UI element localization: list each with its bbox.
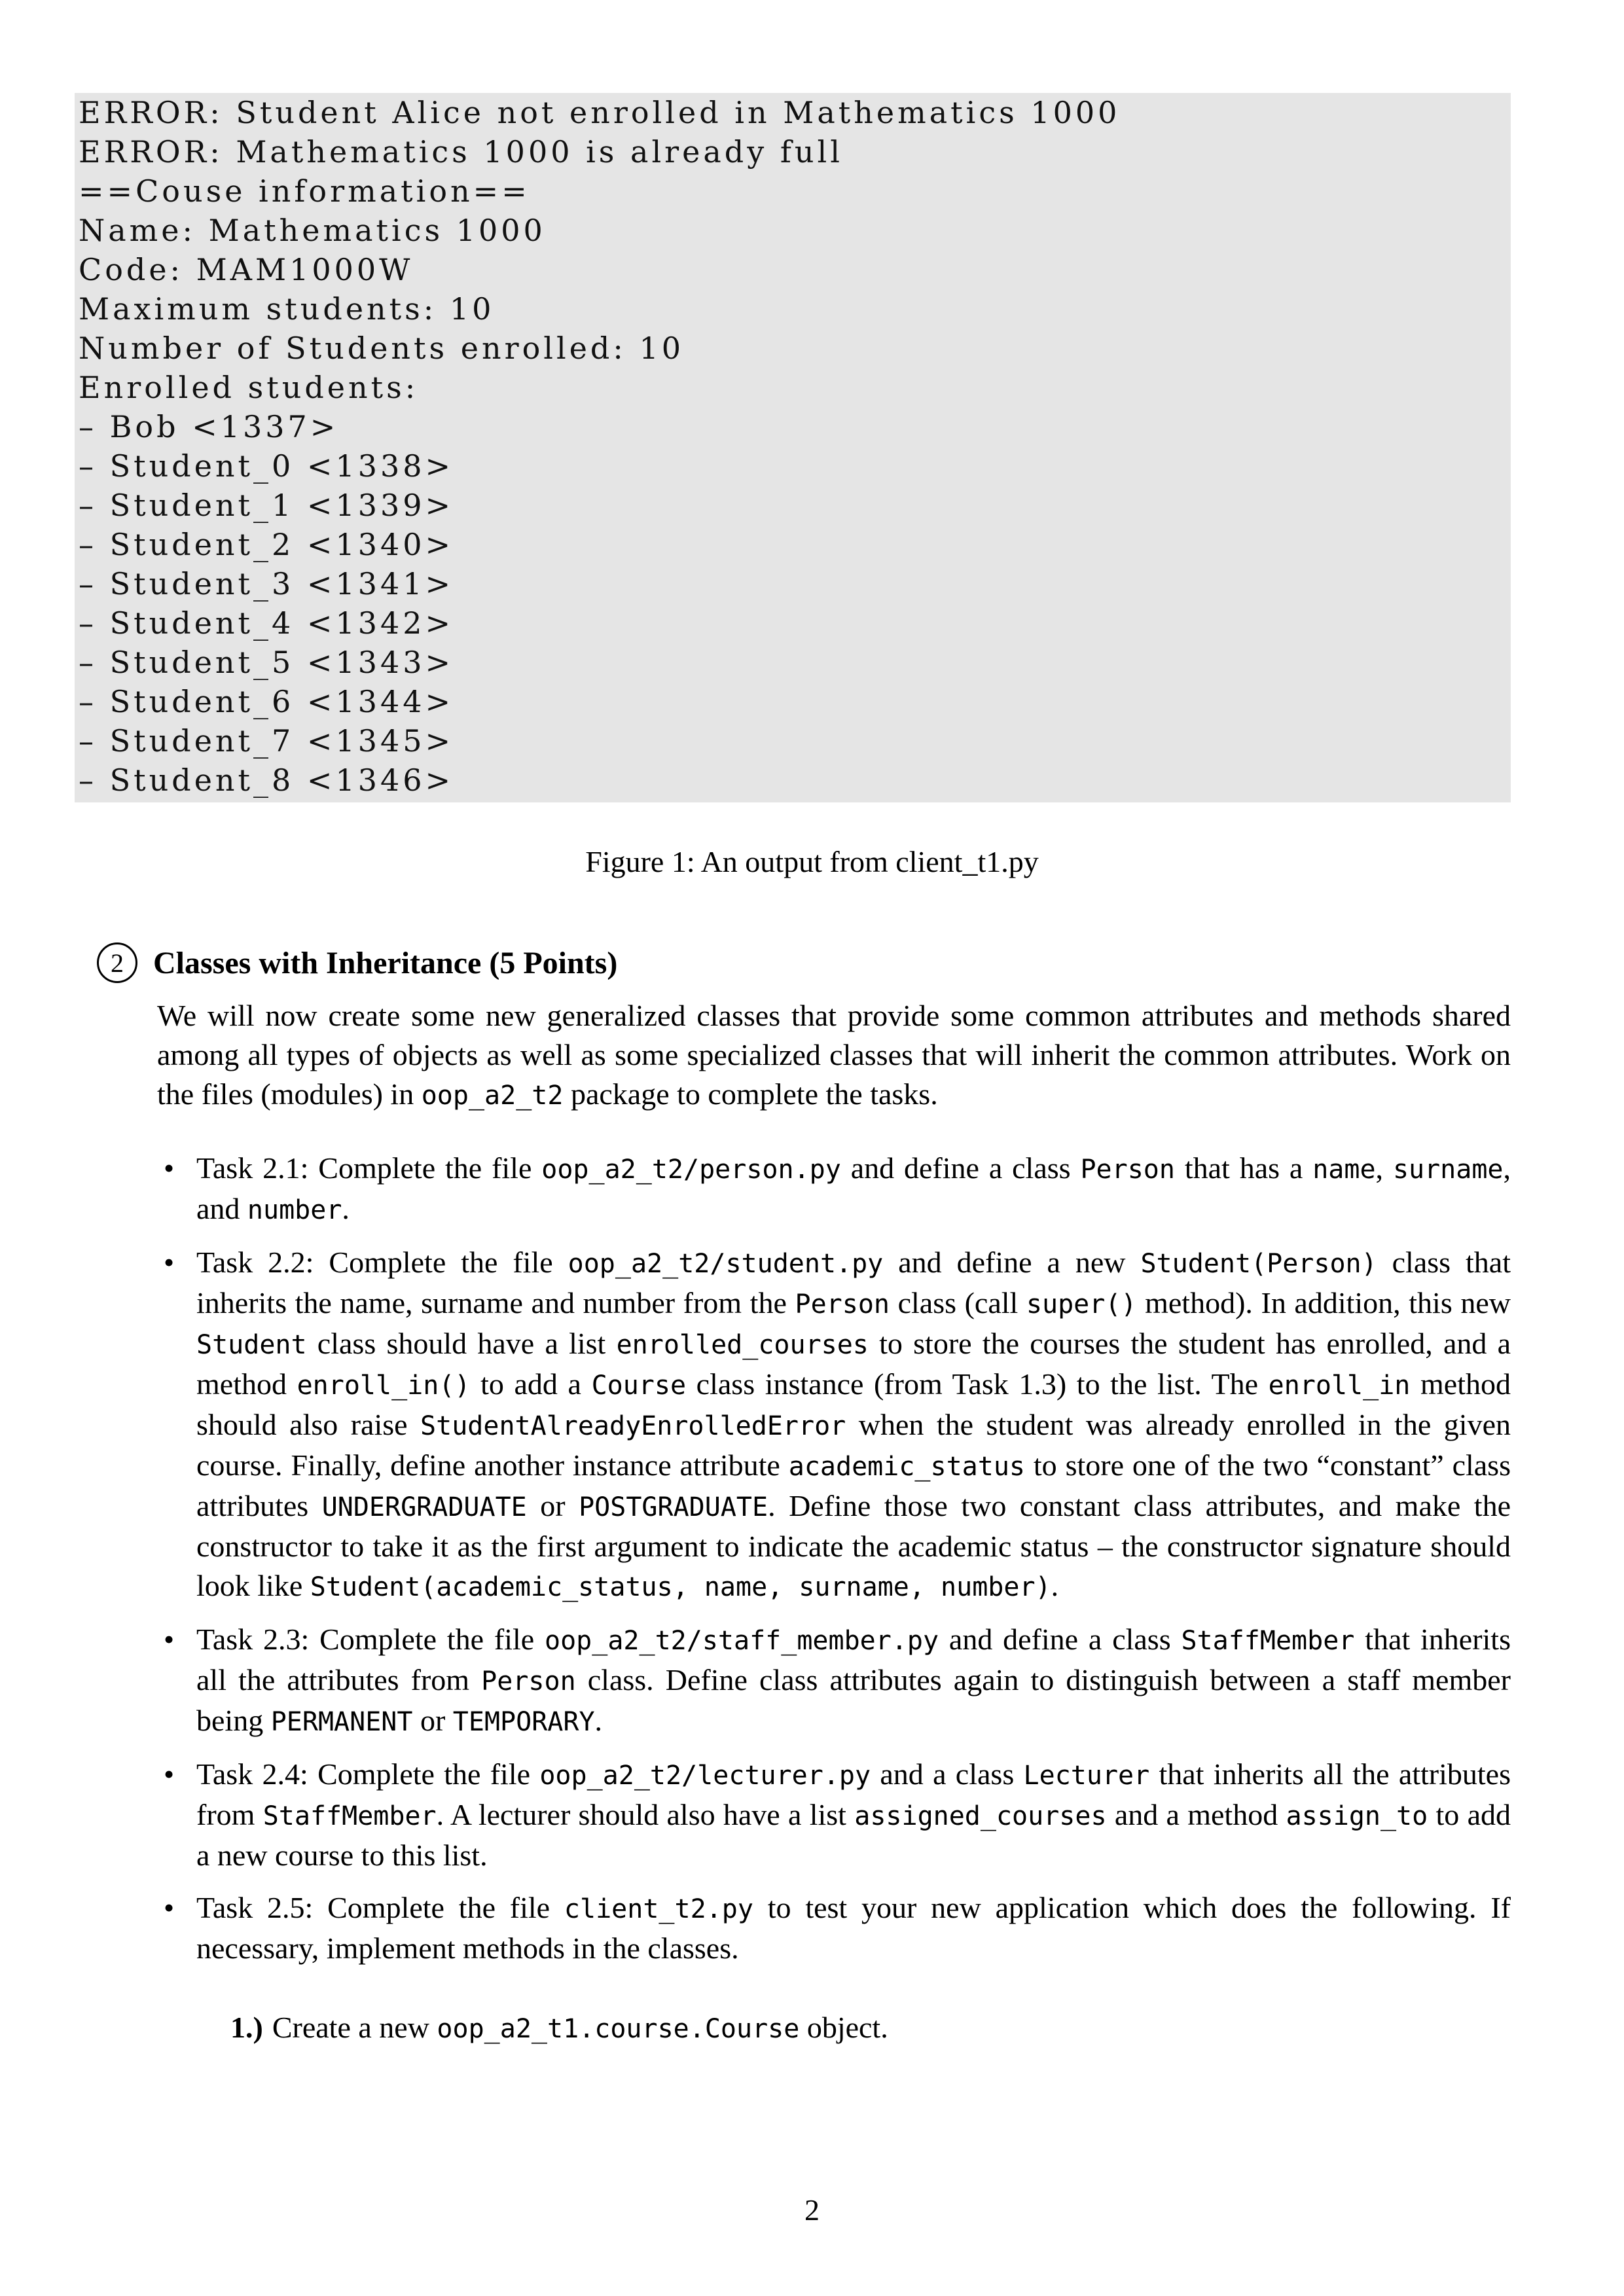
console-line: Number of Students enrolled: 10 bbox=[79, 331, 685, 366]
console-line: – Student_4 <1342> bbox=[79, 605, 454, 641]
intro-code: oop_a2_t2 bbox=[421, 1081, 564, 1111]
console-line: ERROR: Mathematics 1000 is already full bbox=[79, 134, 843, 170]
console-line: – Student_2 <1340> bbox=[79, 527, 454, 562]
page-number: 2 bbox=[804, 2193, 820, 2227]
console-line: Enrolled students: bbox=[79, 370, 419, 405]
task-item-2-5: • Task 2.5: Complete the file client_t2.py to test your new application which does the following. If necessary, implement methods in the classes. bbox=[196, 1888, 1511, 1968]
console-line: – Student_3 <1341> bbox=[79, 566, 454, 601]
console-line: – Student_7 <1345> bbox=[79, 723, 454, 759]
section-title: Classes with Inheritance (5 Points) bbox=[153, 945, 618, 980]
console-line: ==Couse information== bbox=[79, 173, 530, 209]
task-item-2-2: • Task 2.2: Complete the file oop_a2_t2/student.py and define a new Student(Person) class that inherits the name, surname and number from the Person class (call super() method). In addition, this new Student class should have a list enrolled_courses to store the courses the student has enrolled, and a method enroll_in() to add a Course class instance (from Task 1.3) to the list. The enroll_in method should also raise StudentAlreadyEnrolledError when the student was already enrolled in the given course. Finally, define another instance attribute academic_status to store one of the two “constant” class attributes UNDERGRADUATE or POSTGRADUATE. Define those two constant class attributes, and make the constructor to take it as the first argument to indicate the academic status – the constructor signature should look like Student(academic_status, name, surname, number). bbox=[196, 1243, 1511, 1607]
console-line: – Student_6 <1344> bbox=[79, 684, 454, 719]
console-output-box bbox=[75, 93, 1511, 802]
console-line: Code: MAM1000W bbox=[79, 252, 414, 287]
console-line: ERROR: Student Alice not enrolled in Mathematics 1000 bbox=[79, 95, 1121, 130]
console-line: – Student_0 <1338> bbox=[79, 448, 454, 484]
task-item-2-3: • Task 2.3: Complete the file oop_a2_t2/staff_member.py and define a class StaffMember that inherits all the attributes from Person class. Define class attributes again to distinguish between a staff member being PERMANENT or TEMPORARY. bbox=[196, 1620, 1511, 1742]
task-item-2-4: • Task 2.4: Complete the file oop_a2_t2/lecturer.py and a class Lecturer that inherits all the attributes from StaffMember. A lecturer should also have a list assigned_courses and a method assign_to to add a new course to this list. bbox=[196, 1755, 1511, 1875]
task-list bbox=[196, 1149, 1511, 1981]
console-line: – Student_5 <1343> bbox=[79, 645, 454, 680]
intro-text: package to complete the tasks. bbox=[563, 1077, 938, 1111]
figure-caption: Figure 1: An output from client_t1.py bbox=[585, 845, 1039, 878]
section-intro-paragraph bbox=[157, 996, 1511, 1115]
subtask-item-1: 1.) Create a new oop_a2_t1.course.Course object. bbox=[230, 2011, 888, 2044]
console-line: – Student_8 <1346> bbox=[79, 762, 454, 798]
task-item-2-1: • Task 2.1: Complete the file oop_a2_t2/person.py and define a class Person that has a name, surname, and number. bbox=[196, 1149, 1511, 1230]
section-number-badge: 2 bbox=[97, 942, 137, 983]
intro-text: We will now create some new generalized classes that provide some common attributes and methods shared among all types of objects as well as some specialized classes that will inherit the common attributes. Work on the files (modules) in bbox=[157, 999, 1511, 1111]
console-line: Name: Mathematics 1000 bbox=[79, 213, 546, 248]
console-line: – Student_1 <1339> bbox=[79, 488, 454, 523]
console-line: Maximum students: 10 bbox=[79, 291, 495, 327]
console-line: – Bob <1337> bbox=[79, 409, 339, 444]
section-heading bbox=[97, 942, 617, 983]
